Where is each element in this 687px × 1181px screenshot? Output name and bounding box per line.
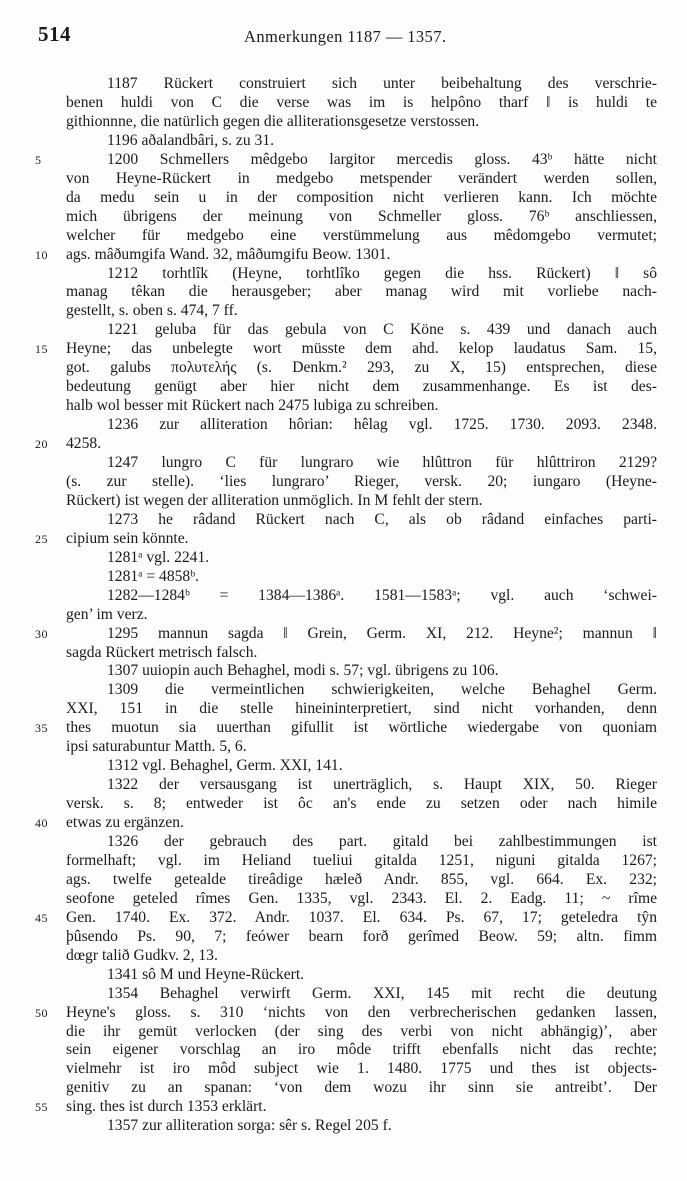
text-line	[0, 946, 687, 966]
line-text: dœgr talið Gudkv. 2, 13.	[66, 946, 218, 964]
line-text: da medu sein u in der composition nicht verlieren kann. Ich möchte	[66, 188, 657, 206]
line-text: ags. mâðumgifa Wand. 32, mâðumgifu Beow. 1301.	[66, 245, 391, 263]
text-line	[0, 661, 687, 681]
text-line	[0, 320, 687, 340]
text-line	[0, 908, 687, 928]
text-line	[0, 605, 687, 625]
page-number: 514	[38, 22, 71, 46]
line-text: 1281ᵃ = 4858ᵇ.	[107, 567, 199, 585]
line-text: þûsendo Ps. 90, 7; feówer bearn forð gerîmed Beow. 59; altn. fimm	[66, 927, 657, 945]
line-text: 1247 lungro C für lungraro wie hlûttron für hlûttriron 2129?	[107, 454, 657, 471]
text-line	[0, 245, 687, 265]
line-text: bedeutung genügt aber hier nicht dem zusammenhange. Es ist des-	[66, 378, 657, 396]
line-text: benen huldi von C die verse was im is helpôno tharf ‖ is huldi te	[66, 93, 657, 111]
line-text: seofone geteled rîmes Gen. 1335, vgl. 2343. El. 2. Eadg. 11; ~ rîme	[66, 889, 657, 907]
text-line	[0, 1040, 687, 1060]
line-text: cipium sein könnte.	[66, 529, 189, 547]
line-text: vielmehr ist iro môd subject wie 1. 1480. 1775 und thes ist objects-	[66, 1060, 657, 1078]
text-line	[0, 358, 687, 378]
text-line	[0, 1078, 687, 1098]
line-text: versk. s. 8; entweder ist ôc an's ende zu setzen oder nach himile	[66, 795, 657, 813]
text-line	[0, 74, 687, 94]
line-text: von Heyne-Rückert in medgebo metspender verändert werden sollen,	[66, 169, 657, 187]
text-line	[0, 548, 687, 568]
text-line	[0, 529, 687, 549]
line-text: got. galubs πολυτελής (s. Denkm.² 293, zu X, 15) entsprechen, diese	[66, 359, 657, 377]
line-text: etwas zu ergänzen.	[66, 814, 184, 832]
line-text: 1312 vgl. Behaghel, Germ. XXI, 141.	[107, 757, 343, 775]
text-line	[0, 1022, 687, 1042]
text-line	[0, 112, 687, 132]
line-text: sagda Rückert metrisch falsch.	[66, 643, 258, 661]
line-text: mich übrigens der meinung von Schmeller gloss. 76ᵇ anschliessen,	[66, 207, 657, 225]
text-line	[0, 870, 687, 890]
line-text: 1196 aðalandbâri, s. zu 31.	[107, 131, 275, 149]
text-line	[0, 188, 687, 208]
line-text: githionnne, die natürlich gegen die alliterationsgesetze verstossen.	[66, 112, 480, 130]
line-text: Rückert) ist wegen der alliteration unmöglich. In M fehlt der stern.	[66, 491, 483, 509]
line-text: 1282—1284ᵇ = 1384—1386ᵃ. 1581—1583ᵃ; vgl. auch ‘schwei-	[107, 586, 657, 604]
line-text: sein eigener vorschlag an iro môde trifft ebenfalls nicht das rechte;	[66, 1041, 657, 1059]
line-text: 1307 uuiopin auch Behaghel, modi s. 57; vgl. übrigens zu 106.	[107, 662, 499, 680]
line-text: 4258.	[66, 435, 102, 453]
text-line	[0, 169, 687, 189]
line-text: XXI, 151 in die stelle hineininterpretiert, sind nicht vorhanden, denn	[66, 700, 657, 718]
text-line	[0, 718, 687, 738]
line-text: 1354 Behaghel verwirft Germ. XXI, 145 mit recht die deutung	[107, 984, 657, 1002]
text-line	[0, 699, 687, 719]
text-line	[0, 927, 687, 947]
text-line	[0, 965, 687, 985]
line-number: 25	[35, 531, 48, 546]
line-text: (s. zur stelle). ‘lies lungraro’ Rieger, versk. 20; iungaro (Heyne-	[66, 472, 657, 490]
line-text: 1341 sô M und Heyne-Rückert.	[107, 965, 305, 983]
text-line	[0, 1059, 687, 1079]
text-line	[0, 832, 687, 852]
line-text: 1212 torhtlîk (Heyne, torhtlîko gegen die hss. Rückert) ‖ sô	[107, 264, 657, 282]
text-line	[0, 624, 687, 644]
line-number: 40	[35, 816, 48, 831]
text-line	[0, 775, 687, 795]
line-number: 35	[35, 721, 48, 736]
text-line	[0, 510, 687, 530]
text-line	[0, 226, 687, 246]
text-line	[0, 150, 687, 170]
line-number: 50	[35, 1005, 48, 1020]
text-line	[0, 491, 687, 511]
line-text: 1295 mannun sagda ‖ Grein, Germ. XI, 212. Heyne²; mannun ‖	[107, 624, 657, 642]
line-text: Heyne; das unbelegte wort müsste dem ahd. kelop laudatus Sam. 15,	[66, 340, 657, 358]
line-number: 20	[35, 437, 48, 452]
text-line	[0, 1003, 687, 1023]
text-line	[0, 813, 687, 833]
line-text: halb wol besser mit Rückert nach 2475 lubiga zu schreiben.	[66, 397, 439, 415]
line-number: 45	[35, 910, 48, 925]
text-line	[0, 207, 687, 227]
line-text: thes muotun sia uuerthan gifullit ist wörtliche wiedergabe von quoniam	[66, 719, 657, 737]
line-text: ipsi saturabuntur Matth. 5, 6.	[66, 738, 247, 756]
line-text: 1322 der versausgang ist unerträglich, s. Haupt XIX, 50. Rieger	[107, 776, 657, 794]
text-line	[0, 282, 687, 302]
line-text: ags. twelfe getealde tireâdige hæleð Andr. 855, vgl. 664. Ex. 232;	[66, 870, 657, 888]
line-text: sing. thes ist durch 1353 erklärt.	[66, 1098, 267, 1116]
text-line	[0, 1097, 687, 1117]
line-text: 1309 die vermeintlichen schwierigkeiten, welche Behaghel Germ.	[107, 681, 657, 699]
text-line	[0, 737, 687, 757]
text-line	[0, 1116, 687, 1136]
line-text: genitiv zu an spanan: ‘von dem wozu ihr sinn sie antreibt’. Der	[66, 1079, 657, 1097]
line-number: 30	[35, 626, 48, 641]
line-text: gestellt, s. oben s. 474, 7 ff.	[66, 302, 238, 320]
line-text: 1357 zur alliteration sorga: sêr s. Regel 205 f.	[107, 1117, 392, 1135]
running-title: Anmerkungen 1187 — 1357.	[244, 27, 447, 46]
line-text: manag têkan die herausgeber; aber manag wird mit vorliebe nach-	[66, 283, 657, 301]
text-line	[0, 339, 687, 359]
line-number: 15	[35, 342, 48, 357]
text-line	[0, 472, 687, 492]
text-line	[0, 396, 687, 416]
line-text: welcher für medgebo eine verstümmelung aus mêdomgebo vermutet;	[66, 226, 657, 244]
line-text: 1200 Schmellers mêdgebo largitor mercedis gloss. 43ᵇ hätte nicht	[107, 150, 657, 168]
text-line	[0, 680, 687, 700]
page-header	[0, 22, 687, 56]
line-text: gen’ im verz.	[66, 605, 148, 623]
line-text: 1326 der gebrauch des part. gitald bei zahlbestimmungen ist	[107, 833, 657, 850]
line-number: 55	[35, 1100, 48, 1115]
line-number: 5	[35, 152, 42, 167]
text-line	[0, 93, 687, 113]
text-line	[0, 301, 687, 321]
text-line	[0, 756, 687, 776]
line-number: 10	[35, 247, 48, 262]
line-text: 1281ᵃ vgl. 2241.	[107, 548, 210, 566]
text-line	[0, 984, 687, 1004]
line-text: 1221 geluba für das gebula von C Köne s. 439 und danach auch	[107, 321, 657, 339]
text-line	[0, 415, 687, 435]
text-line	[0, 131, 687, 151]
text-line	[0, 851, 687, 871]
line-text: formelhaft; vgl. im Heliand tueliui gitalda 1251, niguni gitalda 1267;	[66, 851, 657, 869]
line-text: 1236 zur alliteration hôrian: hêlag vgl. 1725. 1730. 2093. 2348.	[107, 416, 657, 434]
text-line	[0, 264, 687, 284]
text-line	[0, 643, 687, 663]
line-text: 1273 he râdand Rückert nach C, als ob râdand einfaches parti-	[107, 510, 657, 528]
line-text: Heyne's gloss. s. 310 ‘nichts von den verbrecherischen gedanken lassen,	[66, 1003, 657, 1021]
line-text: die ihr gemüt verlocken (der sing des verbi von nicht abhängig)’, aber	[66, 1022, 657, 1040]
annotation-body	[0, 74, 687, 1174]
text-line	[0, 377, 687, 397]
line-text: Gen. 1740. Ex. 372. Andr. 1037. El. 634. Ps. 67, 17; geteledra tŷn	[66, 908, 657, 926]
line-text: 1187 Rückert construiert sich unter beibehaltung des verschrie-	[107, 75, 657, 92]
text-line	[0, 567, 687, 587]
text-line	[0, 889, 687, 909]
text-line	[0, 794, 687, 814]
text-line	[0, 453, 687, 473]
text-line	[0, 434, 687, 454]
text-line	[0, 586, 687, 606]
